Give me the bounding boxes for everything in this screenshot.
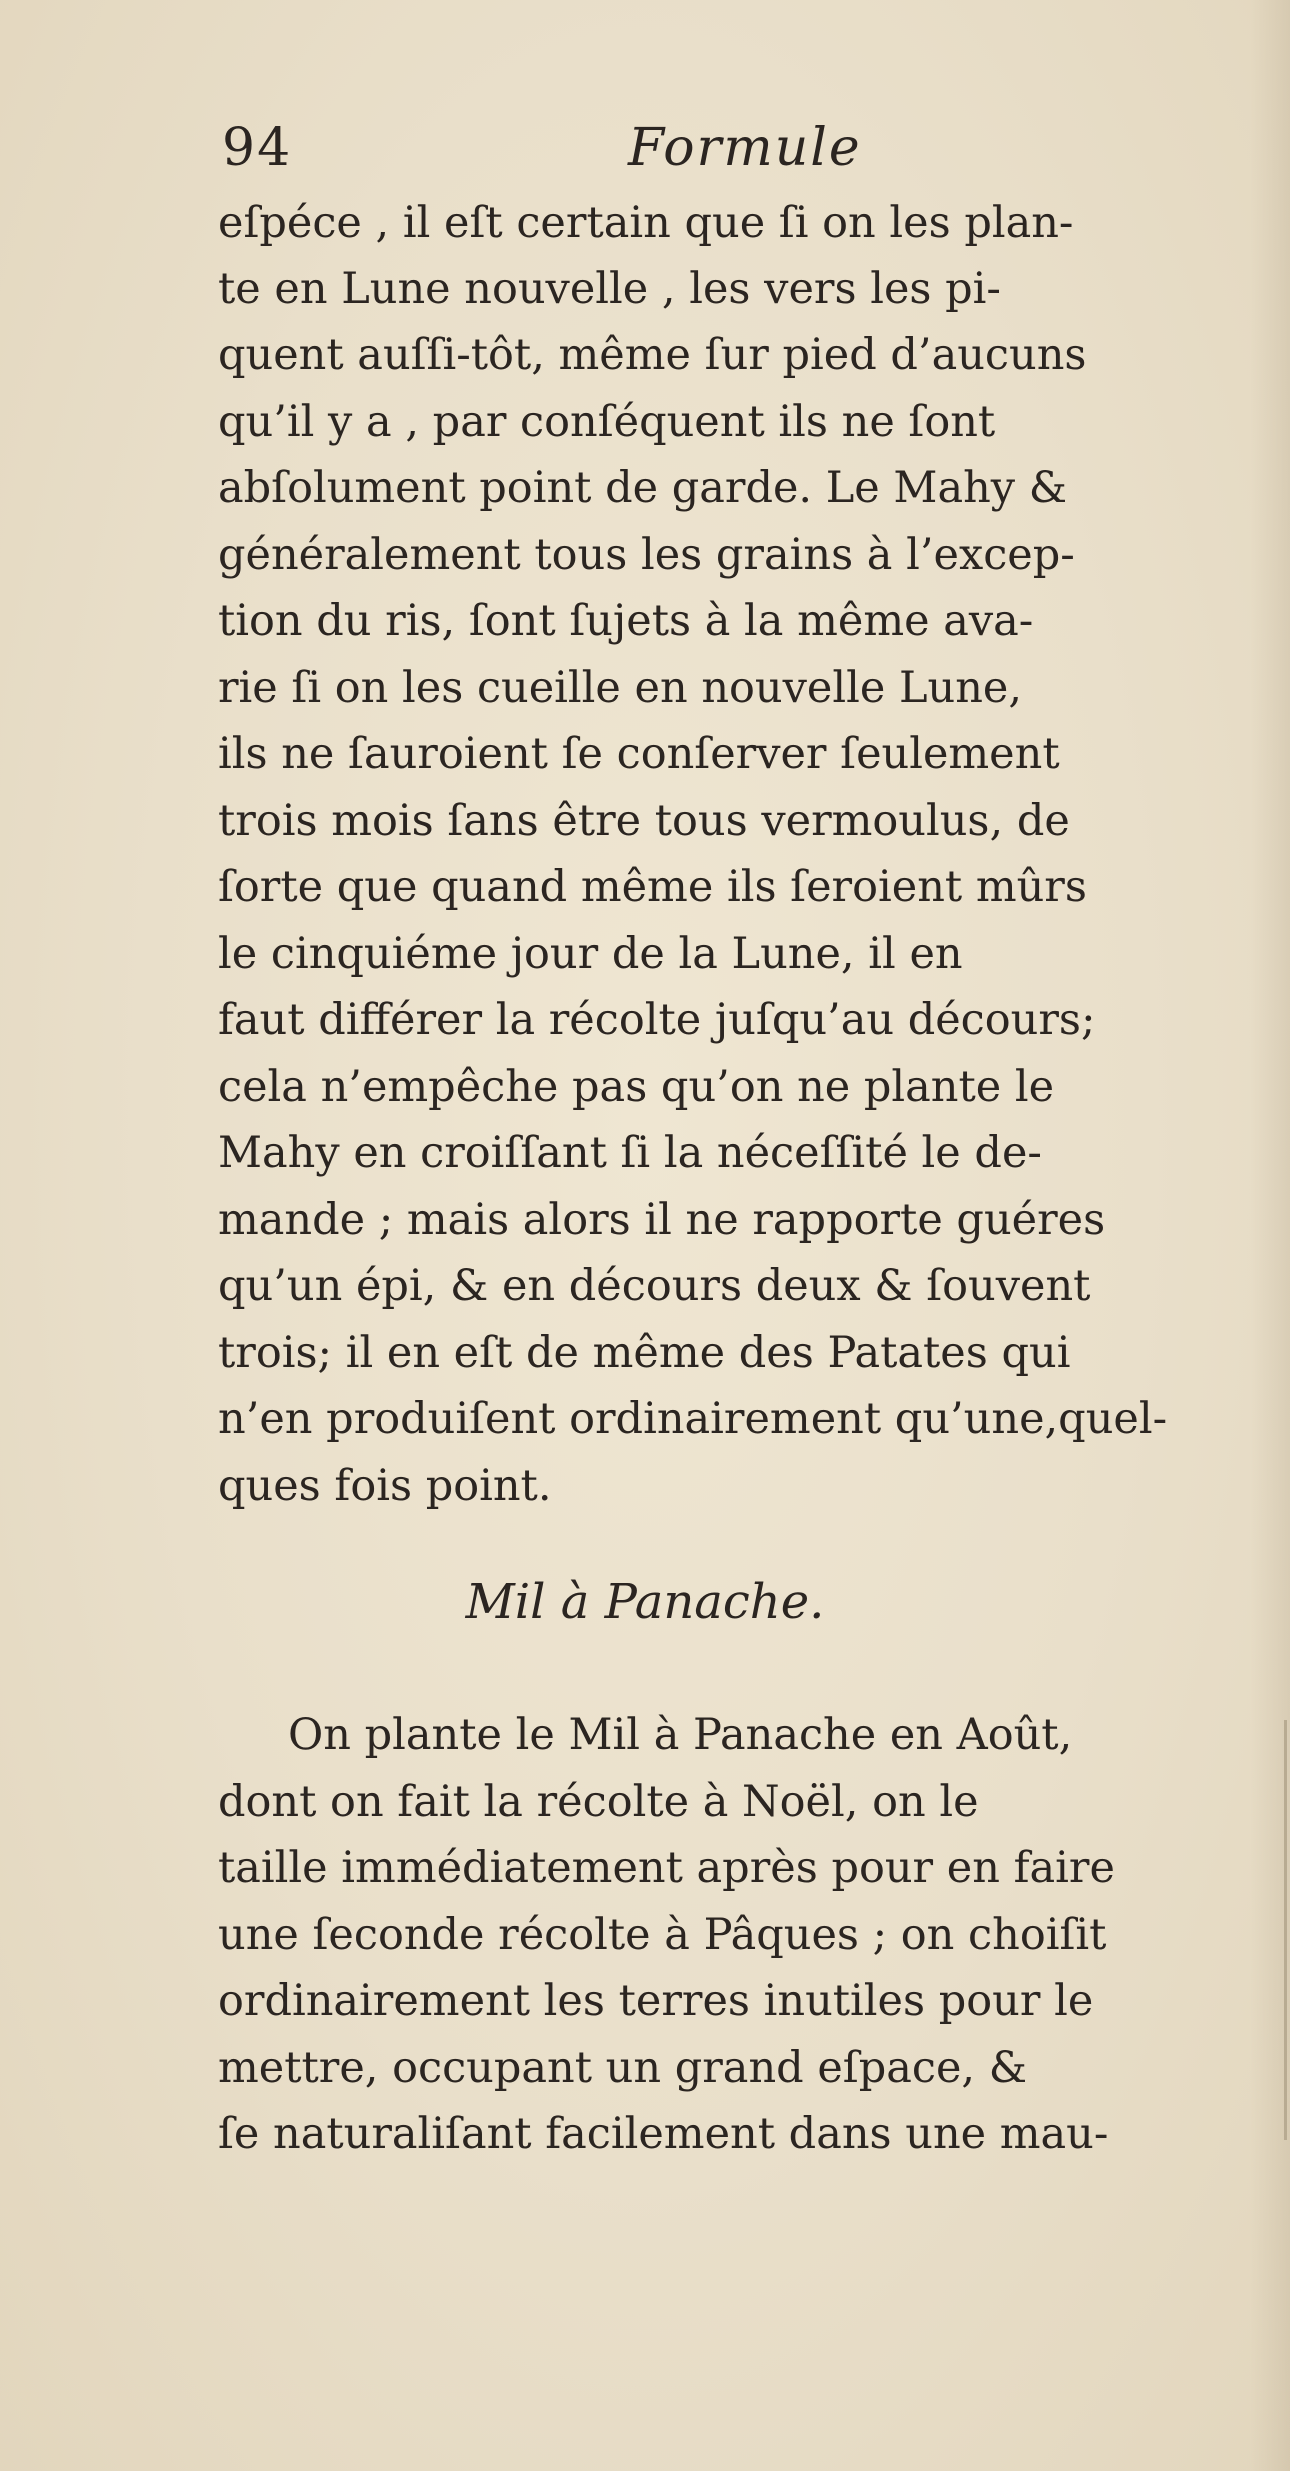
text-line: mande ; mais alors il ne rapporte guéres xyxy=(218,1195,1106,1245)
text-line: ques fois point. xyxy=(218,1461,552,1511)
text-line: On plante le Mil à Panache en Août, xyxy=(288,1710,1073,1760)
page-header xyxy=(222,118,1222,188)
text-line: te en Lune nouvelle , les vers les pi- xyxy=(218,264,1001,314)
text-line: trois mois ſans être tous vermoulus, de xyxy=(218,796,1070,846)
text-line: ſe naturaliſant facilement dans une mau- xyxy=(218,2109,1109,2159)
text-line: faut différer la récolte juſqu’au décours; xyxy=(218,995,1096,1045)
text-line: ſorte que quand même ils ſeroient mûrs xyxy=(218,862,1087,912)
text-line: n’en produiſent ordinairement qu’une,quel- xyxy=(218,1394,1168,1444)
text-line: taille immédiatement après pour en faire xyxy=(218,1843,1115,1893)
text-line: quent auſſi-tôt, même ſur pied d’aucuns xyxy=(218,330,1087,380)
page-number: 94 xyxy=(222,118,293,178)
text-line: qu’un épi, & en décours deux & ſouvent xyxy=(218,1261,1091,1311)
text-line: une ſeconde récolte à Pâques ; on choiſit xyxy=(218,1910,1107,1960)
text-line: abſolument point de garde. Le Mahy & xyxy=(218,463,1068,513)
text-line: qu’il y a , par conſéquent ils ne ſont xyxy=(218,397,996,447)
running-title: Formule xyxy=(628,118,862,178)
text-line: trois; il en eſt de même des Patates qui xyxy=(218,1328,1071,1378)
text-line: cela n’empêche pas qu’on ne plante le xyxy=(218,1062,1055,1112)
text-line: Mahy en croiſſant ſi la néceſſité le de- xyxy=(218,1128,1042,1178)
page-fold-line xyxy=(1284,1720,1287,2140)
text-line: dont on fait la récolte à Noël, on le xyxy=(218,1777,979,1827)
text-line: généralement tous les grains à l’excep- xyxy=(218,530,1075,580)
text-line: ils ne ſauroient ſe conſerver ſeulement xyxy=(218,729,1060,779)
text-line: ordinairement les terres inutiles pour le xyxy=(218,1976,1094,2026)
text-line: rie ſi on les cueille en nouvelle Lune, xyxy=(218,663,1023,713)
text-line: le cinquiéme jour de la Lune, il en xyxy=(218,929,963,979)
text-line: eſpéce , il eſt certain que ſi on les plan- xyxy=(218,198,1074,248)
section-heading: Mil à Panache. xyxy=(465,1574,825,1630)
text-line: mettre, occupant un grand eſpace, & xyxy=(218,2043,1028,2093)
text-line: tion du ris, ſont ſujets à la même ava- xyxy=(218,596,1034,646)
